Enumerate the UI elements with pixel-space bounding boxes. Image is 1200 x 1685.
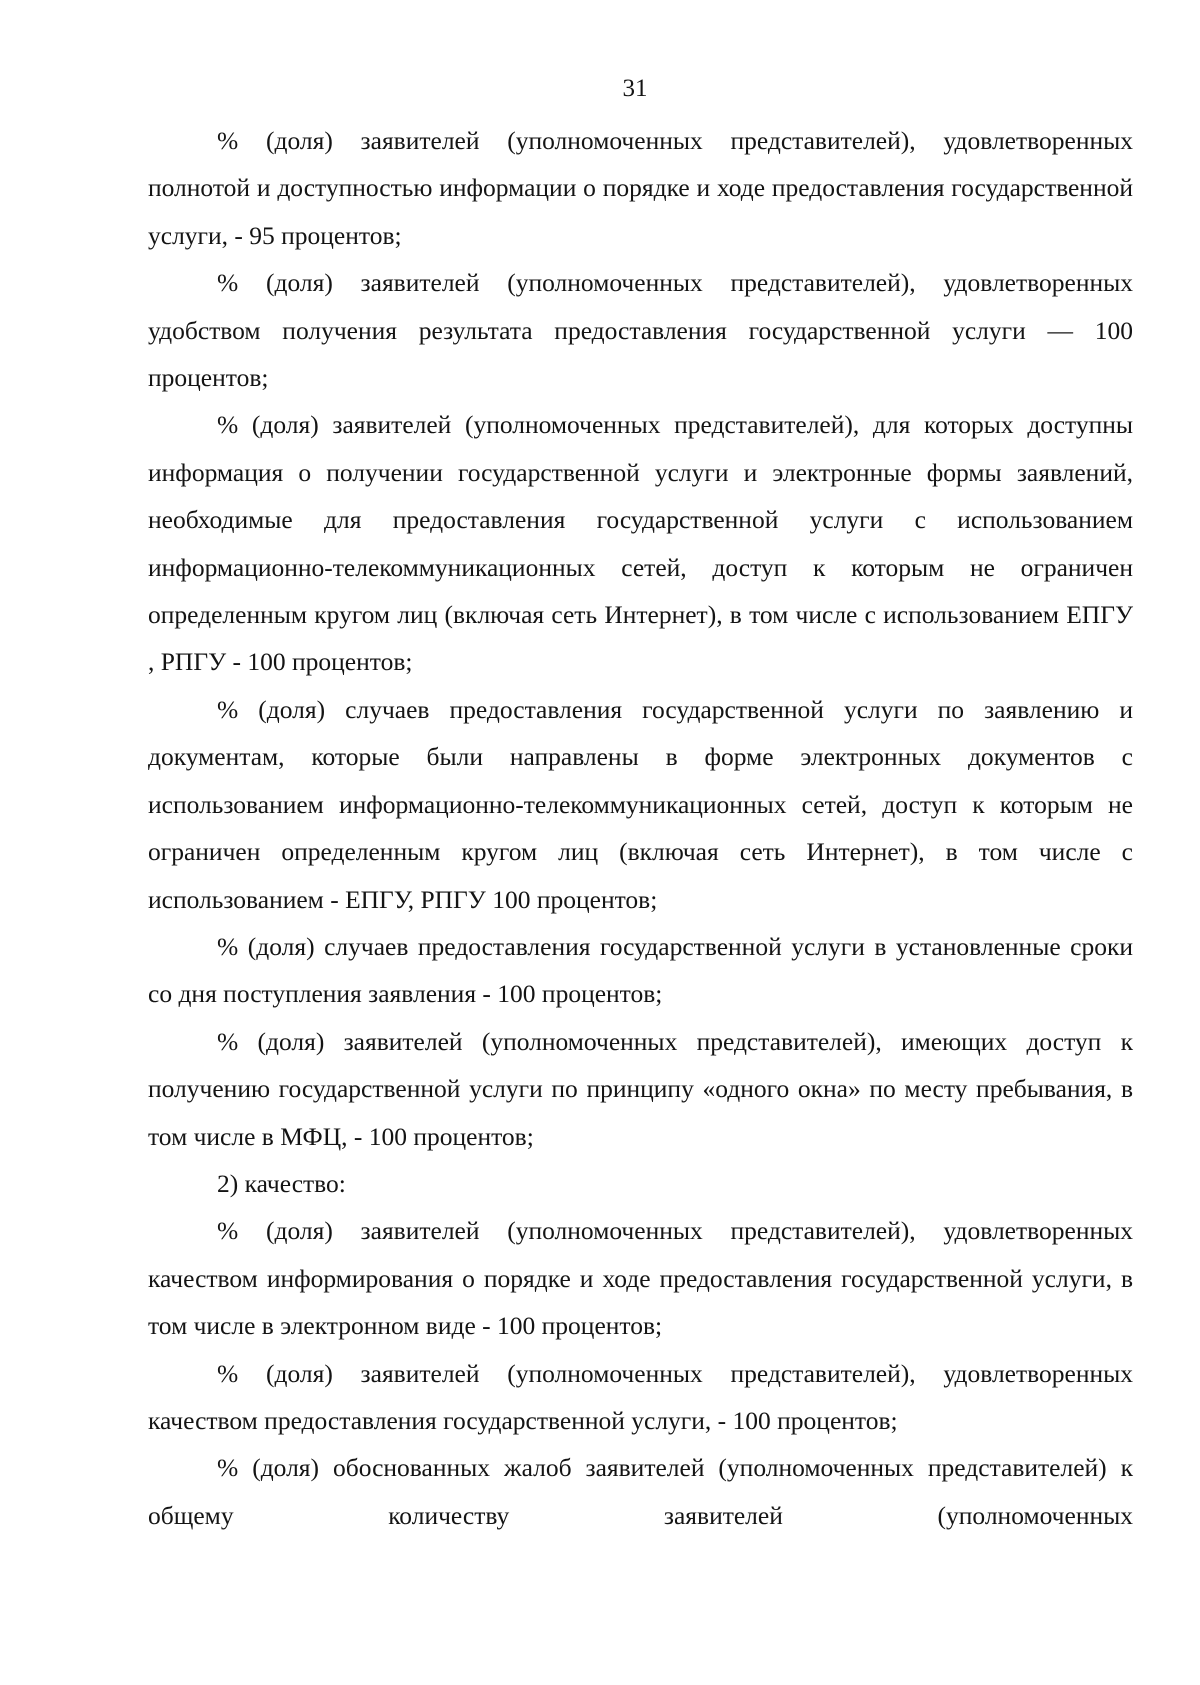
paragraph-completeness-of-information: % (доля) заявителей (уполномоченных представителей), удовлетворенных полнотой и доступностью информации о порядке и ходе предоставления государственной услуги, - 95 процентов; — [148, 126, 1133, 250]
paragraph-quality-of-informing: % (доля) заявителей (уполномоченных представителей), удовлетворенных качеством информирования о порядке и ходе предоставления государственной услуги, в том числе в электронном виде - 100 процентов; — [148, 1216, 1133, 1341]
page-number: 31 — [622, 75, 648, 102]
paragraph-convenience-of-result: % (доля) заявителей (уполномоченных представителей), удовлетворенных удобством получения результата предоставления государственной услуги — 100 процентов; — [148, 268, 1133, 393]
paragraph-electronic-access: % (доля) заявителей (уполномоченных представителей), для которых доступны информация о получении государственной услуги и электронные формы заявлений, необходимые для предоставления государственной услуги с использованием информационно-телекоммуникационных сетей, доступ к которым не ограничен определенным кругом лиц (включая сеть Интернет), в том числе с использованием ЕПГУ , РПГУ - 100 процентов; — [148, 410, 1133, 677]
paragraph-deadlines: % (доля) случаев предоставления государственной услуги в установленные сроки со дня поступления заявления - 100 процентов; — [148, 931, 1133, 1009]
document-body — [148, 117, 1133, 1539]
paragraph-quality-of-service: % (доля) заявителей (уполномоченных представителей), удовлетворенных качеством предоставления государственной услуги, - 100 процентов; — [148, 1358, 1133, 1435]
paragraph-justified-complaints: % (доля) обоснованных жалоб заявителей (уполномоченных представителей) к общему количеству заявителей (уполномоченных — [148, 1453, 1133, 1530]
paragraph-one-window-access: % (доля) заявителей (уполномоченных представителей), имеющих доступ к получению государственной услуги по принципу «одного окна» по месту пребывания, в том числе в МФЦ, - 100 процентов; — [148, 1026, 1133, 1151]
section-heading-quality: 2) качество: — [217, 1168, 346, 1198]
paragraph-electronic-documents: % (доля) случаев предоставления государственной услуги по заявлению и документам, которые были направлены в форме электронных документов с использованием информационно-телекоммуникационных сетей, доступ к которым не ограничен определенным кругом лиц (включая сеть Интернет), в том числе с использованием - ЕПГУ, РПГУ 100 процентов; — [148, 694, 1133, 914]
